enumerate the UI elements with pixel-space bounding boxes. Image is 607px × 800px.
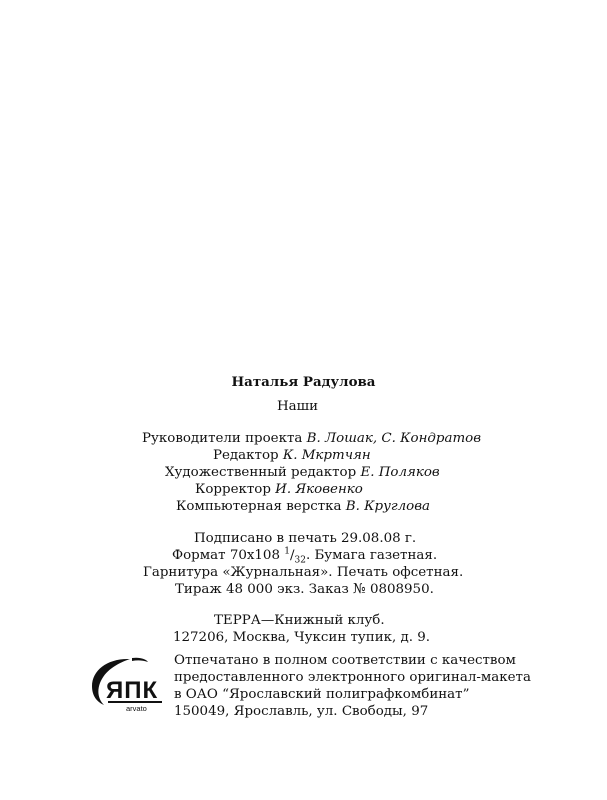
publisher-address: 127206, Москва, Чуксин тупик, д. 9. (173, 630, 431, 645)
printer-line: Отпечатано в полном соответствии с качеством (174, 653, 516, 668)
printer-logo (88, 656, 166, 714)
credit-layout (176, 498, 430, 515)
credit-role: Компьютерная верстка (176, 499, 342, 514)
credit-proofreader (195, 481, 363, 498)
credit-name: В. Круглова (345, 499, 430, 514)
credit-art-editor (165, 464, 440, 481)
printer-logo-swoosh-icon (88, 656, 166, 714)
format-denominator: 32 (294, 555, 306, 566)
credit-name: Е. Поляков (360, 465, 440, 480)
credit-role: Корректор (195, 482, 271, 497)
printer-line: предоставленного электронного оригинал-макета (174, 670, 531, 685)
printer-logo-text: ЯПК (106, 677, 159, 704)
credit-name: И. Яковенко (275, 482, 363, 497)
credit-role: Редактор (213, 448, 279, 463)
print-run: Тираж 48 000 экз. Заказ № 0808950. (175, 582, 434, 597)
credit-role: Художественный редактор (165, 465, 357, 480)
author-name: Наталья Радулова (231, 374, 376, 390)
print-signed: Подписано в печать 29.08.08 г. (194, 531, 417, 546)
format-numerator: 1 (284, 546, 290, 557)
printer-line: 150049, Ярославль, ул. Свободы, 97 (174, 704, 429, 719)
publisher-name: ТЕРРА—Книжный клуб. (214, 613, 385, 628)
printer-line: в ОАО “Ярославский полиграфкомбинат” (174, 687, 470, 702)
credit-name: В. Лошак, С. Кондратов (306, 431, 481, 446)
book-title: Наши (277, 399, 319, 414)
credit-editor (213, 447, 371, 464)
printer-logo-sub: arvato (126, 704, 147, 713)
print-format: Формат 70x108 $^1/_{32}$. Бумага газетная. (172, 546, 438, 566)
credit-role: Руководители проекта (142, 431, 303, 446)
credit-project-leaders (142, 430, 481, 447)
print-typeface: Гарнитура «Журнальная». Печать офсетная. (143, 565, 464, 580)
credit-name: К. Мкртчян (282, 448, 371, 463)
